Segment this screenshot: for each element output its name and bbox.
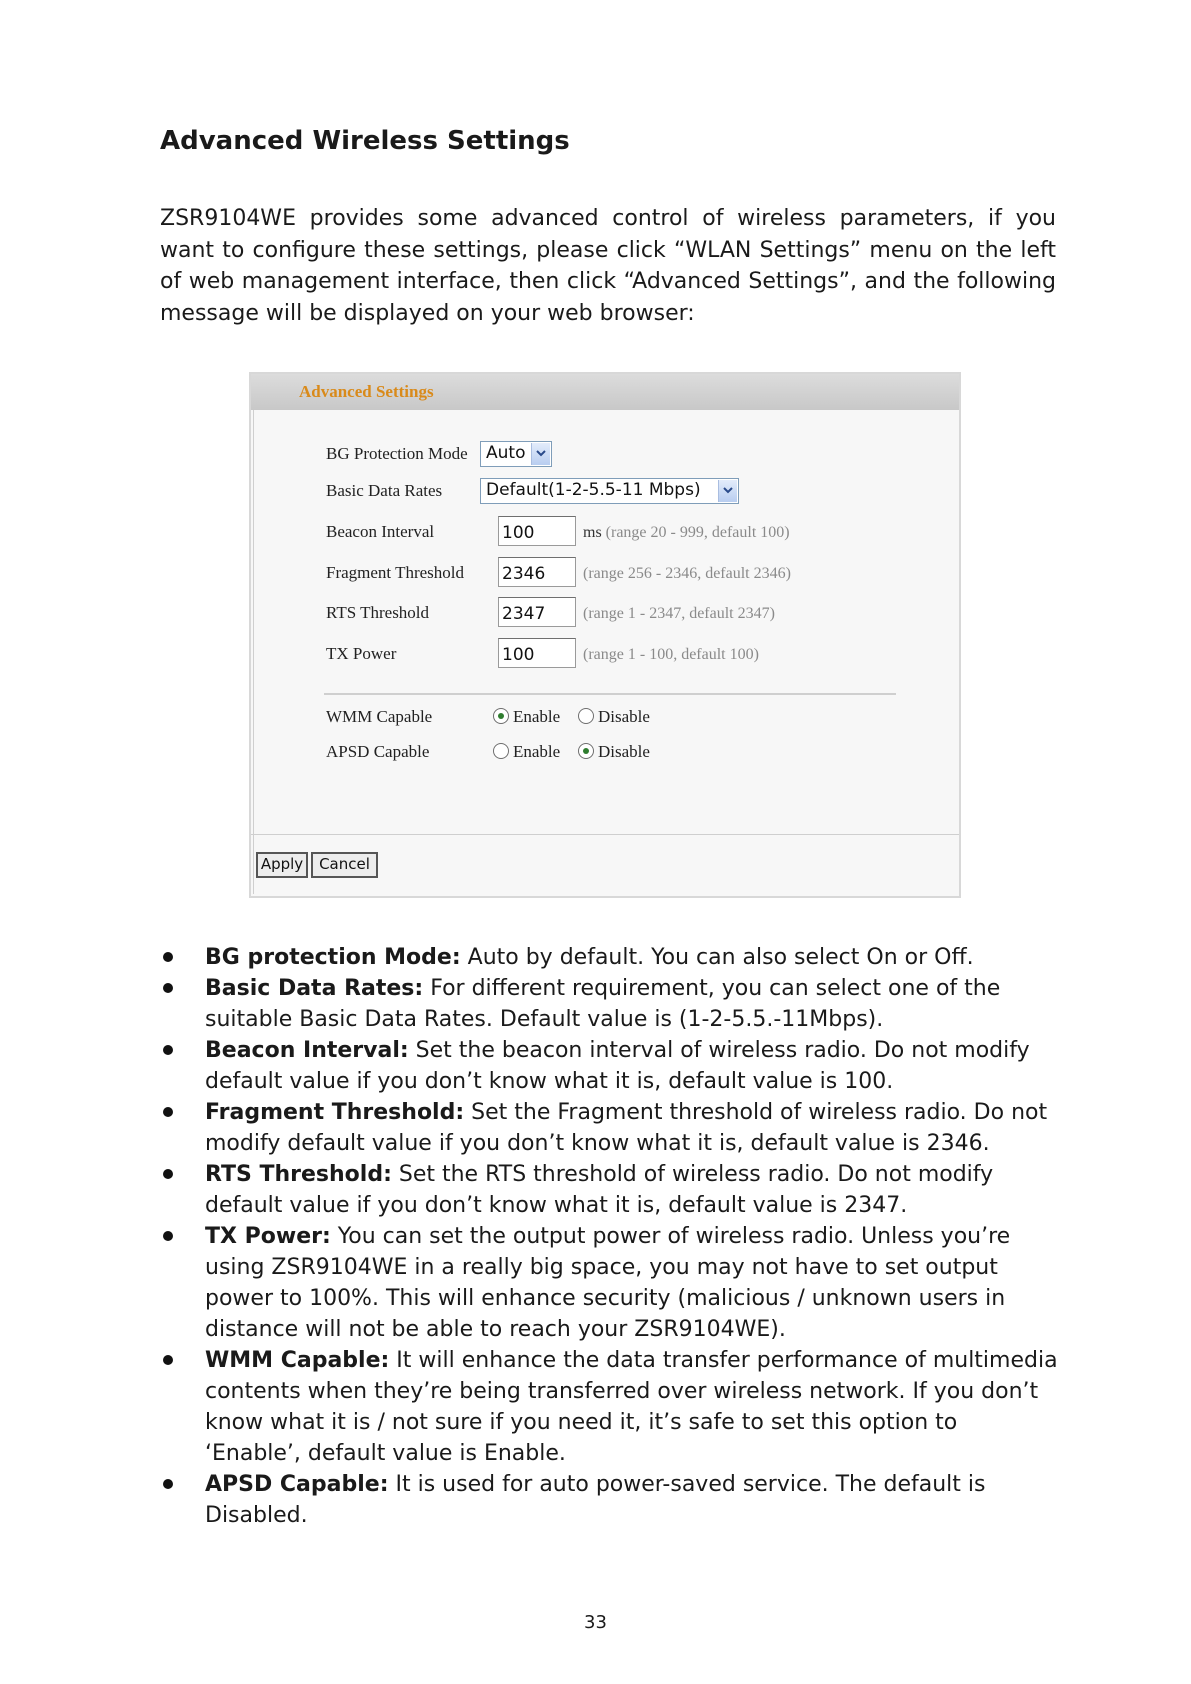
- apsd-disable-label: Disable: [598, 742, 650, 761]
- fragment-threshold-input[interactable]: [498, 557, 576, 587]
- basic-rates-value: Default(1-2-5.5-11 Mbps): [486, 480, 701, 500]
- bullet-text: Auto by default. You can also select On or Off.: [460, 945, 974, 970]
- list-item: [160, 1221, 1060, 1345]
- settings-divider: [324, 693, 896, 695]
- rts-threshold-hint: (range 1 - 2347, default 2347): [583, 605, 775, 622]
- bullet-icon: [163, 983, 173, 993]
- bullet-text: For different requirement, you can select one of the suitable Basic Data Rates. Default value is (1-2-5.5.-11Mbps).: [205, 976, 1001, 1032]
- screenshot-left-border: [253, 410, 254, 894]
- bullet-term: RTS Threshold:: [205, 1162, 392, 1187]
- wmm-disable-label: Disable: [598, 707, 650, 726]
- bullet-term: Beacon Interval:: [205, 1038, 409, 1063]
- beacon-range: (range 20 - 999, default 100): [605, 524, 790, 541]
- beacon-interval-input[interactable]: [498, 516, 576, 546]
- basic-rates-label: Basic Data Rates: [326, 481, 443, 500]
- wmm-capable-label: WMM Capable: [326, 707, 433, 726]
- bullet-term: APSD Capable:: [205, 1472, 389, 1497]
- bullet-term: TX Power:: [205, 1224, 331, 1249]
- section-heading: Advanced Wireless Settings: [160, 126, 570, 156]
- bullet-term: Fragment Threshold:: [205, 1100, 465, 1125]
- bullet-term: WMM Capable:: [205, 1348, 390, 1373]
- bullet-icon: [163, 952, 173, 962]
- apsd-disable-radio[interactable]: [578, 743, 594, 759]
- beacon-interval-label: Beacon Interval: [326, 522, 435, 541]
- basic-rates-select[interactable]: [480, 478, 739, 504]
- bullet-icon: [163, 1231, 173, 1241]
- bullet-text: Set the RTS threshold of wireless radio. Do not modify default value if you don’t know what it is, default value is 2347.: [205, 1162, 994, 1218]
- bullet-icon: [163, 1107, 173, 1117]
- bullet-term: Basic Data Rates:: [205, 976, 424, 1001]
- chevron-down-icon: [531, 443, 550, 465]
- list-item: [160, 1035, 1060, 1097]
- list-item: [160, 973, 1060, 1035]
- rts-threshold-label: RTS Threshold: [326, 603, 430, 622]
- apply-button[interactable]: Apply: [256, 852, 308, 878]
- bullet-text: You can set the output power of wireless radio. Unless you’re using ZSR9104WE in a really big space, you may not have to set output power to 100%. This will enhance security (malicious / unknown users in distance will not be able to reach your ZSR9104WE).: [205, 1224, 1011, 1342]
- bg-protection-select[interactable]: [480, 441, 552, 467]
- wmm-disable-radio[interactable]: [578, 708, 594, 724]
- page-number: 33: [584, 1612, 607, 1633]
- intro-paragraph: ZSR9104WE provides some advanced control of wireless parameters, if you want to configure these settings, please click “WLAN Settings” menu on the left of web management interface, then click “Advanced Settings”, and the following message will be displayed on your web browser:: [160, 206, 1056, 326]
- fragment-threshold-hint: (range 256 - 2346, default 2346): [583, 565, 791, 582]
- apsd-enable-radio[interactable]: [493, 743, 509, 759]
- screenshot-footer-line: [251, 834, 959, 835]
- bullet-text: Set the beacon interval of wireless radio. Do not modify default value if you don’t know what it is, default value is 100.: [205, 1038, 1030, 1094]
- apsd-enable-label: Enable: [513, 742, 561, 761]
- rts-threshold-input[interactable]: [498, 597, 576, 627]
- wmm-enable-radio[interactable]: [493, 708, 509, 724]
- list-item: [160, 1159, 1060, 1221]
- bullet-icon: [163, 1169, 173, 1179]
- tx-power-input[interactable]: [498, 638, 576, 668]
- bullet-term: BG protection Mode:: [205, 945, 461, 970]
- apsd-capable-label: APSD Capable: [326, 742, 430, 761]
- list-item: [160, 1097, 1060, 1159]
- screenshot-header-bar: [251, 374, 959, 410]
- advanced-settings-screenshot: [249, 372, 961, 898]
- bg-protection-value: Auto: [486, 443, 526, 463]
- list-item: [160, 1345, 1060, 1469]
- bullet-text: Set the Fragment threshold of wireless radio. Do not modify default value if you don’t know what it is, default value is 2346.: [205, 1100, 1048, 1156]
- screenshot-title: Advanced Settings: [299, 382, 434, 401]
- beacon-interval-hint: [583, 524, 790, 542]
- wmm-enable-label: Enable: [513, 707, 561, 726]
- fragment-threshold-label: Fragment Threshold: [326, 563, 465, 582]
- cancel-button[interactable]: Cancel: [311, 852, 378, 878]
- beacon-unit: ms: [583, 524, 602, 541]
- bullet-icon: [163, 1045, 173, 1055]
- tx-power-label: TX Power: [326, 644, 397, 663]
- settings-description-list: [160, 942, 1060, 1531]
- list-item: [160, 1469, 1060, 1531]
- bullet-icon: [163, 1355, 173, 1365]
- bullet-text: It is used for auto power-saved service. The default is Disabled.: [205, 1472, 986, 1528]
- bg-protection-label: BG Protection Mode: [326, 444, 468, 463]
- bullet-icon: [163, 1479, 173, 1489]
- chevron-down-icon: [718, 480, 737, 502]
- list-item: [160, 942, 1060, 973]
- tx-power-hint: (range 1 - 100, default 100): [583, 646, 759, 663]
- bullet-text: It will enhance the data transfer performance of multimedia contents when they’re being transferred over wireless network. If you don’t know what it is / not sure if you need it, it’s safe to set this option to ‘Enable’, default value is Enable.: [205, 1348, 1058, 1466]
